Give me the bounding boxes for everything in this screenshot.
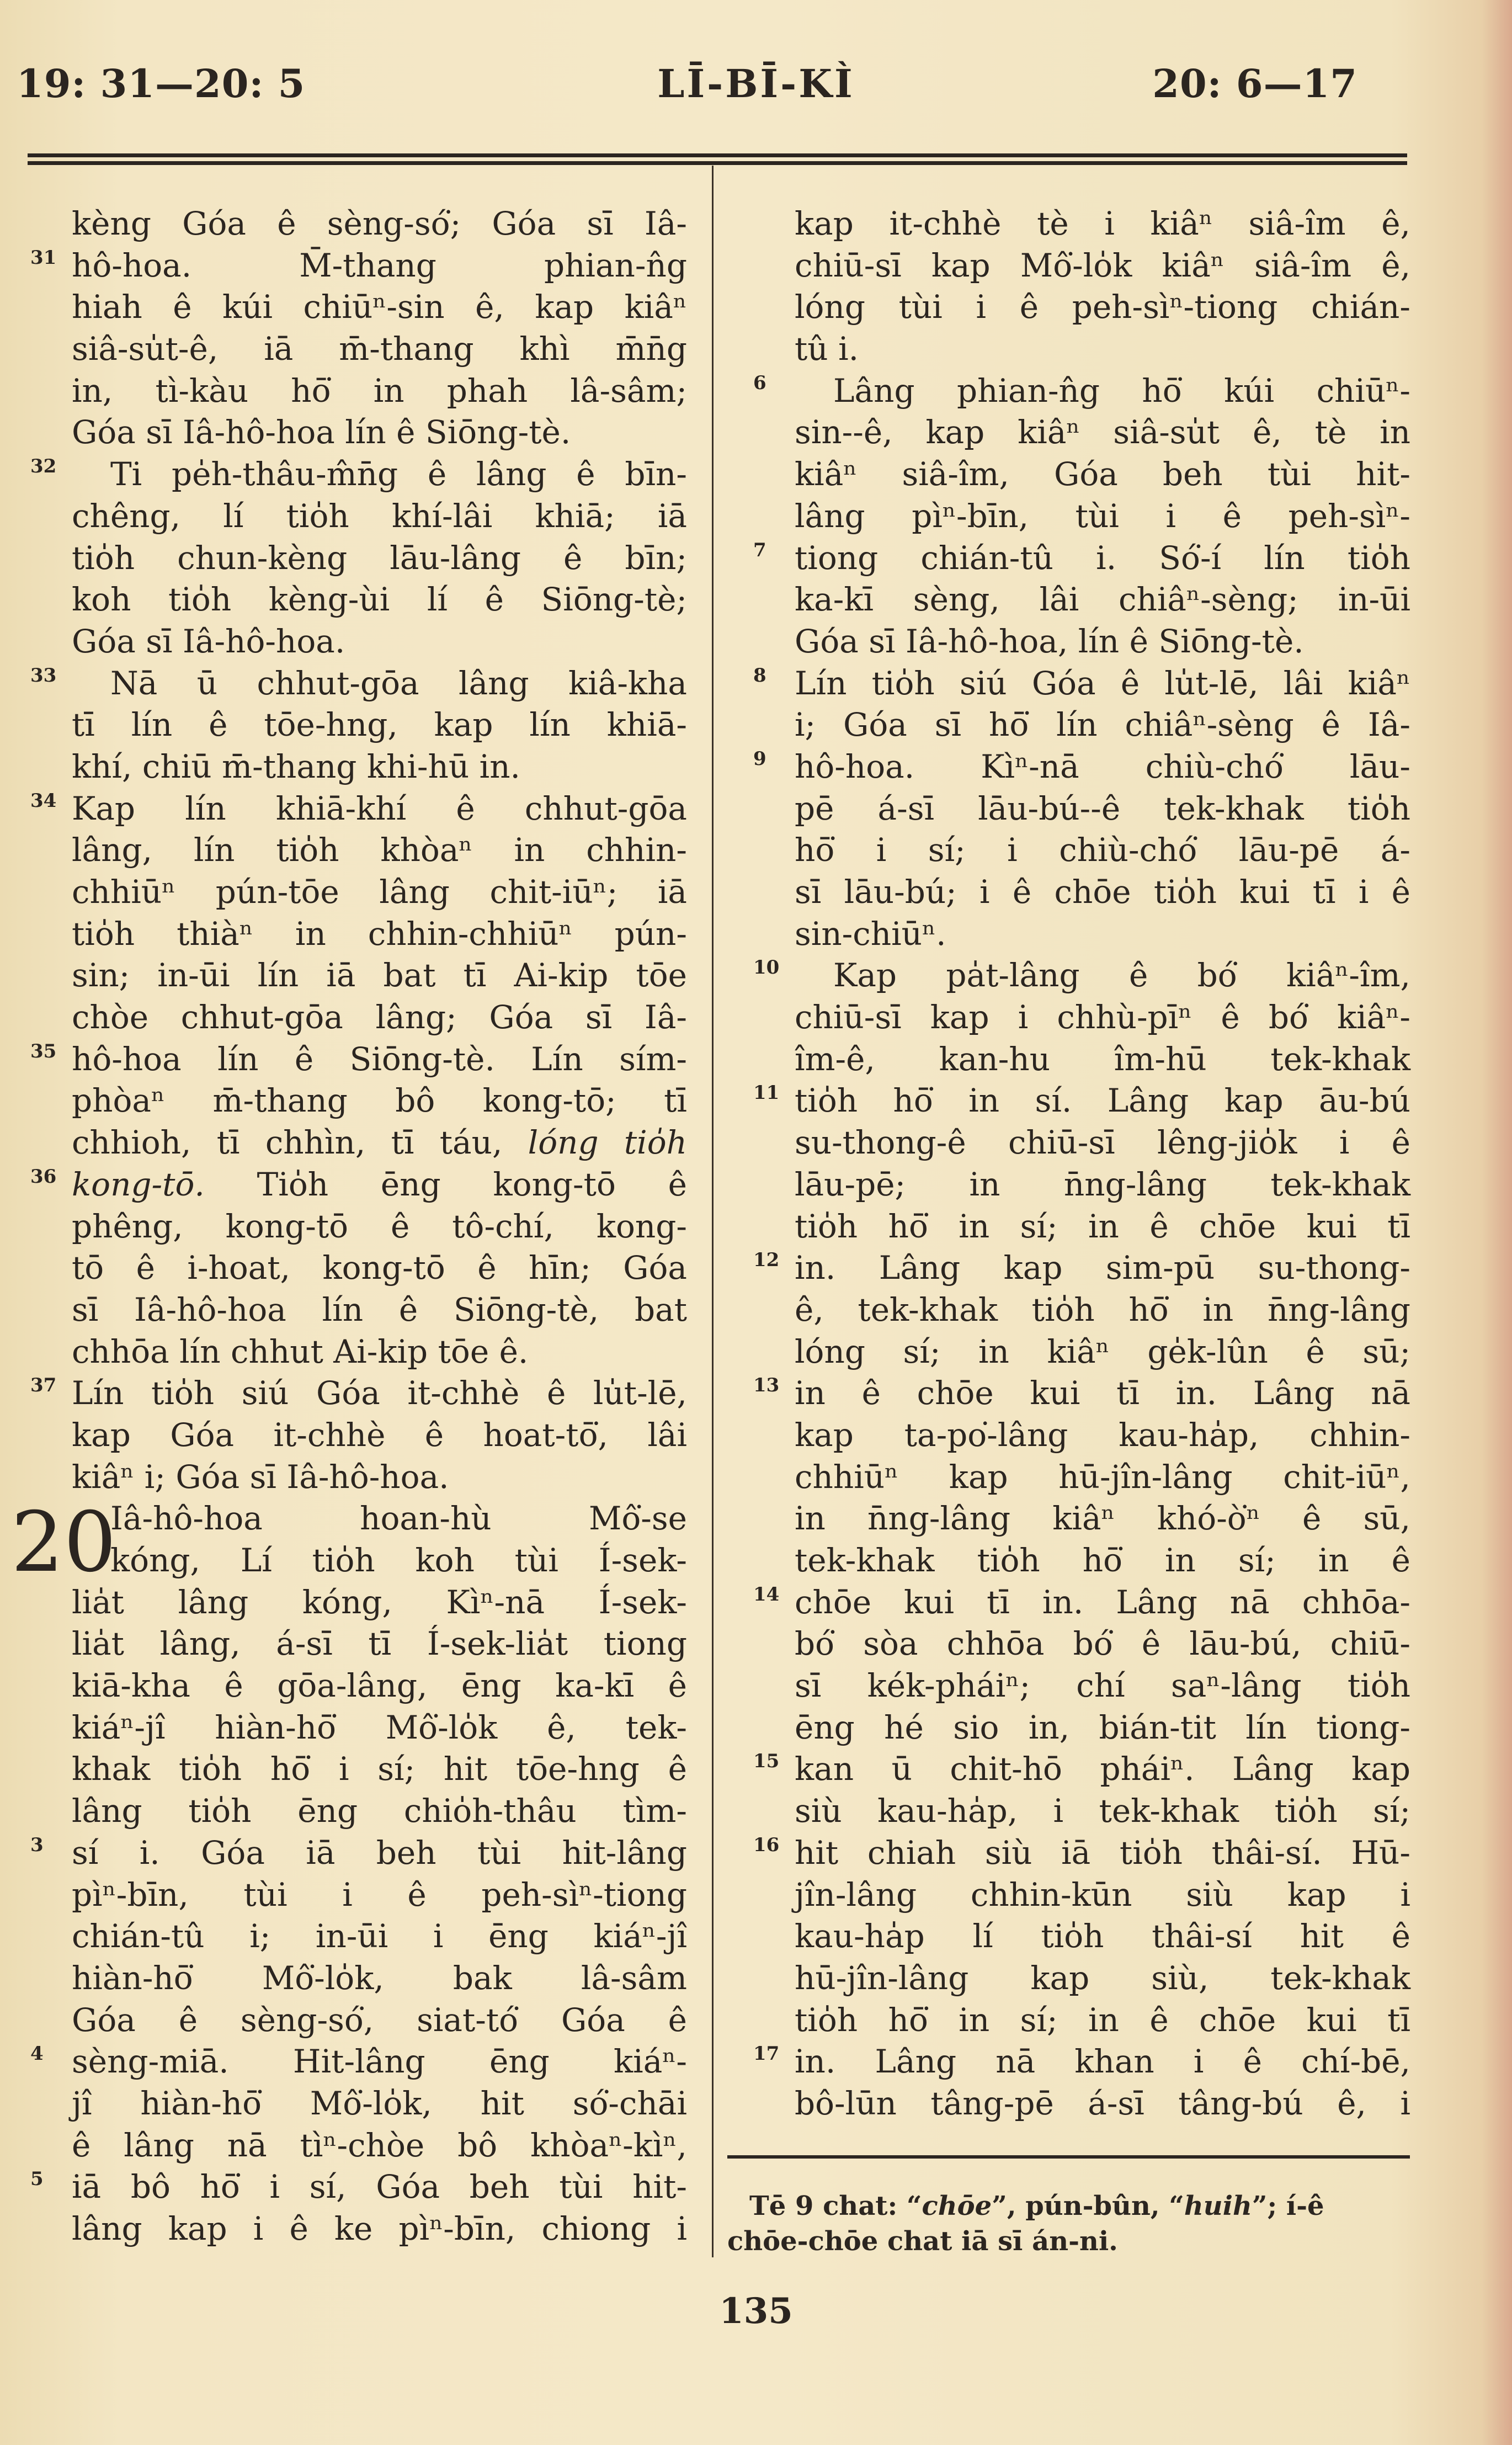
line-text: tû i. — [795, 330, 859, 368]
line-text: kap Góa it-chhè ê hoat-tō͘, lâi — [72, 1416, 687, 1454]
line-text: phòaⁿ m̄-thang bô kong-tō; tī — [72, 1082, 687, 1120]
line-text: chhiūⁿ pún-tōe lâng chit-iūⁿ; iā — [72, 873, 687, 911]
line-text: kiâⁿ i; Góa sī Iâ-hô-hoa. — [72, 1458, 449, 1496]
line-text: sin-chiūⁿ. — [795, 915, 946, 953]
text-line — [72, 997, 687, 1039]
text-line — [795, 997, 1410, 1039]
line-text: iā bô hō͘ i sí, Góa beh tùi hit- — [72, 2168, 687, 2206]
verse-number: 37 — [30, 1374, 57, 1397]
line-text: lâng, lín tio̍h khòaⁿ in chhin- — [72, 831, 687, 869]
text-line — [753, 1748, 1410, 1790]
text-line — [72, 412, 687, 454]
line-text: bó͘ sòa chhōa bó͘ ê lāu-bú, chiū- — [795, 1625, 1410, 1663]
line-text: phêng, kong-tō ê tô-chí, kong- — [72, 1207, 687, 1245]
line-text: hū-jîn-lâng kap siù, tek-khak — [795, 1959, 1410, 1997]
chapter-number: 20 — [11, 1495, 116, 1591]
line-text: siù kau-ha̍p, i tek-khak tio̍h sí; — [795, 1792, 1410, 1830]
line-text: sí i. Góa iā beh tùi hit-lâng — [72, 1833, 687, 1872]
line-text: ēng hé sio in, bián-tit lín tiong- — [795, 1708, 1410, 1746]
text-line — [72, 1665, 687, 1707]
text-line — [72, 1916, 687, 1958]
line-text: tio̍h hō͘ in sí; in ê chōe kui tī — [795, 1207, 1410, 1245]
line-text: chhiūⁿ kap hū-jîn-lâng chit-iūⁿ, — [795, 1458, 1410, 1496]
line-text: kan ū chit-hō pháiⁿ. Lâng kap — [795, 1750, 1410, 1788]
line-text: lâng kap i ê ke pìⁿ-bīn, chiong i — [72, 2210, 687, 2247]
line-text: Lín tio̍h siú Góa ê lu̍t-lē, lâi kiâⁿ — [795, 664, 1410, 702]
text-line — [72, 579, 687, 621]
text-line — [72, 1623, 687, 1665]
text-line — [72, 496, 687, 538]
line-text: lóng tùi i ê peh-sìⁿ-tiong chián- — [795, 288, 1410, 326]
line-text: kiáⁿ-jî hiàn-hō͘ Mô͘-lo̍k ê, tek- — [72, 1708, 687, 1746]
text-line — [72, 328, 687, 370]
line-text: chêng, lí tio̍h khí-lâi khiā; iā — [72, 497, 687, 535]
text-line — [795, 704, 1410, 746]
text-line — [795, 2000, 1410, 2042]
line-text: in n̄ng-lâng kiâⁿ khó-ò͘ⁿ ê sū, — [795, 1500, 1410, 1538]
text-line — [753, 370, 1410, 412]
verse-number: 17 — [753, 2043, 780, 2065]
text-line — [753, 746, 1410, 788]
header-rule-top — [28, 153, 1407, 157]
line-text: tō ê i-hoat, kong-tō ê hīn; Góa — [72, 1249, 687, 1287]
line-text: tio̍h chun-kèng lāu-lâng ê bīn; — [72, 539, 687, 577]
line-text: tī lín ê tōe-hng, kap lín khiā- — [72, 706, 687, 744]
text-line — [795, 2083, 1410, 2125]
text-line — [72, 2125, 687, 2167]
line-text: khí, chiū m̄-thang khi-hū in. — [72, 747, 520, 785]
footnote-italic-word: huih — [1184, 2191, 1252, 2221]
footnote-text: ”, pún-bûn, “ — [992, 2191, 1184, 2221]
text-line — [795, 286, 1410, 328]
text-line — [72, 1289, 687, 1331]
verse-number: 6 — [753, 371, 766, 394]
line-text: chhioh, tī chhìn, tī táu, — [72, 1124, 528, 1162]
text-line — [795, 1916, 1410, 1958]
line-text: i; Góa sī hō͘ lín chiâⁿ-sèng ê Iâ- — [795, 706, 1410, 744]
verse-number: 32 — [30, 455, 57, 478]
line-text: kèng Góa ê sèng-só͘; Góa sī Iâ- — [72, 205, 687, 242]
text-line — [753, 1373, 1410, 1415]
text-line — [795, 579, 1410, 621]
line-text: in ê chōe kui tī in. Lâng nā — [795, 1374, 1410, 1412]
text-line — [30, 1039, 687, 1081]
text-line — [72, 538, 687, 580]
verse-number: 12 — [753, 1249, 780, 1272]
text-line — [72, 1790, 687, 1832]
text-line — [72, 2208, 687, 2250]
line-text: kap ta-po͘-lâng kau-ha̍p, chhin- — [795, 1416, 1410, 1454]
text-line — [30, 2166, 687, 2208]
verse-number: 10 — [753, 956, 780, 979]
header-rule-bottom — [28, 161, 1407, 165]
line-text: Góa sī Iâ-hô-hoa. — [72, 622, 345, 660]
text-line — [753, 1247, 1410, 1289]
verse-number: 4 — [30, 2043, 44, 2065]
text-line — [72, 1080, 687, 1122]
text-line — [72, 704, 687, 746]
line-text: in. Lâng kap sim-pū su-thong- — [795, 1249, 1410, 1287]
line-text: in. Lâng nā khan i ê chí-bē, — [795, 2043, 1410, 2081]
text-line — [30, 1164, 687, 1206]
footnote-line: chōe-chōe chat iā sī án-ni. — [727, 2226, 1118, 2257]
line-text: ê lâng nā tìⁿ-chòe bô khòaⁿ-kìⁿ, — [72, 2126, 687, 2164]
verse-number: 3 — [30, 1833, 44, 1856]
line-text: sin; in-ūi lín iā bat tī Ai-kip tōe — [72, 956, 687, 995]
line-text: Góa sī Iâ-hô-hoa lín ê Siōng-tè. — [72, 413, 571, 451]
line-text: khak tio̍h hō͘ i sí; hit tōe-hng ê — [72, 1750, 687, 1788]
text-line — [795, 412, 1410, 454]
verse-number: 34 — [30, 789, 57, 812]
text-line — [795, 1457, 1410, 1498]
column-divider — [712, 166, 714, 2257]
line-text: Nā ū chhut-gōa lâng kiâ-kha — [110, 664, 687, 702]
text-line — [753, 955, 1410, 997]
line-text: Kap lín khiā-khí ê chhut-gōa — [72, 789, 687, 827]
text-line — [30, 2041, 687, 2083]
text-line — [72, 1331, 687, 1373]
verse-number: 7 — [753, 539, 766, 561]
line-text: Lín tio̍h siú Góa it-chhè ê lu̍t-lē, — [72, 1374, 687, 1412]
line-text: lâng pìⁿ-bīn, tùi i ê peh-sìⁿ- — [795, 497, 1410, 535]
text-line — [795, 621, 1410, 663]
text-line — [795, 1331, 1410, 1373]
footnote-rule — [727, 2155, 1410, 2159]
footnote-italic-word: chōe — [922, 2191, 992, 2221]
footnote-text: Tē 9 chat: “ — [749, 2191, 922, 2221]
line-text: sī Iâ-hô-hoa lín ê Siōng-tè, bat — [72, 1290, 687, 1328]
line-text: tiong chián-tû i. Só͘-í lín tio̍h — [795, 539, 1410, 577]
right-column — [753, 203, 1410, 2125]
text-line — [72, 871, 687, 913]
text-line — [72, 286, 687, 328]
text-line — [72, 1540, 687, 1582]
line-text: sin--ê, kap kiâⁿ siâ-su̍t ê, tè in — [795, 413, 1410, 451]
text-line — [795, 245, 1410, 287]
line-text: lia̍t lâng, á-sī tī Í-sek-lia̍t tiong — [72, 1625, 687, 1663]
text-line — [30, 1832, 687, 1874]
text-line — [30, 1373, 687, 1415]
line-text: chiū-sī kap i chhù-pīⁿ ê bó͘ kiâⁿ- — [795, 998, 1410, 1037]
left-column — [11, 203, 687, 2250]
line-text: chiū-sī kap Mô͘-lo̍k kiâⁿ siâ-îm ê, — [795, 246, 1410, 284]
line-text: Tio̍h ēng kong-tō ê — [204, 1165, 687, 1203]
verse-number: 9 — [753, 747, 766, 770]
verse-number: 8 — [753, 664, 766, 687]
line-text: Iâ-hô-hoa hoan-hù Mô͘-se — [110, 1500, 687, 1538]
line-text: tek-khak tio̍h hō͘ in sí; in ê — [795, 1542, 1410, 1579]
text-line — [795, 1164, 1410, 1206]
verse-number: 11 — [753, 1082, 780, 1104]
text-line — [753, 1582, 1410, 1624]
line-text: sī lāu-bú; i ê chōe tio̍h kui tī i ê — [795, 873, 1410, 911]
line-text: pìⁿ-bīn, tùi i ê peh-sìⁿ-tiong — [72, 1875, 687, 1914]
line-text: Góa sī Iâ-hô-hoa, lín ê Siōng-tè. — [795, 622, 1304, 660]
header-chapter-range-left: 19: 31—20: 5 — [17, 61, 306, 107]
text-line — [795, 1665, 1410, 1707]
line-text: koh tio̍h kèng-ùi lí ê Siōng-tè; — [72, 581, 687, 619]
verse-number: 33 — [30, 664, 57, 687]
text-line — [30, 663, 687, 705]
text-line — [30, 788, 687, 830]
text-line — [72, 913, 687, 955]
text-line — [72, 2083, 687, 2125]
text-line — [795, 1122, 1410, 1164]
text-line — [795, 1707, 1410, 1749]
text-line — [72, 370, 687, 412]
text-line — [795, 1540, 1410, 1582]
page-number: 135 — [719, 2290, 793, 2332]
text-line — [72, 1582, 687, 1624]
line-text: hō͘ i sí; i chiù-chó͘ lāu-pē á- — [795, 831, 1410, 869]
text-line — [30, 245, 687, 287]
line-text: tio̍h hō͘ in sí; in ê chōe kui tī — [795, 2001, 1410, 2039]
text-line — [72, 830, 687, 871]
line-text: sī kék-pháiⁿ; chí saⁿ-lâng tio̍h — [795, 1667, 1410, 1705]
text-line — [795, 203, 1410, 245]
line-text: tio̍h hō͘ in sí. Lâng kap āu-bú — [795, 1082, 1410, 1120]
text-line — [795, 328, 1410, 370]
line-text: Ti pe̍h-thâu-m̂n̄g ê lâng ê bīn- — [110, 455, 687, 493]
line-text: lâng tio̍h ēng chio̍h-thâu tìm- — [72, 1792, 687, 1830]
line-text: hiah ê kúi chiūⁿ-sin ê, kap kiâⁿ — [72, 288, 687, 326]
line-text: chōe kui tī in. Lâng nā chhōa- — [795, 1583, 1410, 1621]
line-text: ka-kī sèng, lâi chiâⁿ-sèng; in-ūi — [795, 581, 1410, 619]
line-text: kiā-kha ê gōa-lâng, ēng ka-kī ê — [72, 1667, 687, 1705]
text-line — [795, 1790, 1410, 1832]
verse-number: 35 — [30, 1040, 57, 1062]
text-line — [72, 955, 687, 997]
text-line — [753, 2041, 1410, 2083]
text-line — [72, 1707, 687, 1749]
text-line — [72, 1958, 687, 2000]
text-line — [753, 1080, 1410, 1122]
italic-text: kong-tō. — [72, 1165, 205, 1203]
line-text: Góa ê sèng-só͘, siat-tó͘ Góa ê — [72, 2001, 687, 2039]
text-line — [72, 1122, 687, 1164]
line-text: hô-hoa lín ê Siōng-tè. Lín sím- — [72, 1040, 687, 1078]
line-text: lāu-pē; in n̄ng-lâng tek-khak — [795, 1165, 1410, 1203]
line-text: ê, tek-khak tio̍h hō͘ in n̄ng-lâng — [795, 1290, 1410, 1328]
text-line — [795, 1874, 1410, 1916]
text-line — [795, 454, 1410, 496]
text-line — [30, 454, 687, 496]
text-line — [72, 1247, 687, 1289]
text-line — [72, 746, 687, 788]
footnote-text: ”; í-ê — [1252, 2191, 1324, 2221]
text-line — [795, 913, 1410, 955]
line-text: hit chiah siù iā tio̍h thâi-sí. Hū- — [795, 1833, 1410, 1872]
line-text: îm-ê, kan-hu îm-hū tek-khak — [795, 1040, 1410, 1078]
line-text: bô-lūn tâng-pē á-sī tâng-bú ê, i — [795, 2084, 1410, 2122]
text-line — [753, 538, 1410, 580]
line-text: in, tì-kàu hō͘ in phah lâ-sâm; — [72, 371, 687, 410]
line-text: tio̍h thiàⁿ in chhin-chhiūⁿ pún- — [72, 915, 687, 953]
line-text: lóng sí; in kiâⁿ ge̍k-lûn ê sū; — [795, 1332, 1410, 1370]
line-text: su-thong-ê chiū-sī lêng-jio̍k i ê — [795, 1124, 1410, 1162]
text-line — [795, 1206, 1410, 1248]
text-line — [795, 496, 1410, 538]
text-line — [795, 1039, 1410, 1081]
line-text: sèng-miā. Hit-lâng ēng kiáⁿ- — [72, 2043, 687, 2081]
verse-number: 31 — [30, 246, 57, 269]
italic-text: lóng tio̍h — [528, 1124, 687, 1162]
text-line — [795, 1289, 1410, 1331]
line-text: chhōa lín chhut Ai-kip tōe ê. — [72, 1332, 529, 1370]
line-text: kau-ha̍p lí tio̍h thâi-sí hit ê — [795, 1917, 1410, 1955]
line-text: siâ-su̍t-ê, iā m̄-thang khì m̄n̄g — [72, 330, 687, 368]
line-text: pē á-sī lāu-bú--ê tek-khak tio̍h — [795, 789, 1410, 827]
verse-number: 16 — [753, 1833, 780, 1856]
text-line — [72, 1415, 687, 1457]
text-line — [72, 2000, 687, 2042]
text-line — [72, 1874, 687, 1916]
footnote-line — [727, 2188, 1384, 2224]
text-line — [72, 203, 687, 245]
line-text: jîn-lâng chhin-kūn siù kap i — [795, 1875, 1410, 1914]
verse-number: 15 — [753, 1750, 780, 1773]
verse-number: 14 — [753, 1583, 780, 1606]
line-text: Lâng phian-n̂g hō͘ kúi chiūⁿ- — [833, 371, 1410, 410]
verse-number: 5 — [30, 2168, 44, 2191]
line-text: hiàn-hō͘ Mô͘-lo̍k, bak lâ-sâm — [72, 1959, 687, 1997]
text-line — [753, 663, 1410, 705]
text-line — [795, 1498, 1410, 1540]
header-chapter-range-right: 20: 6—17 — [1152, 61, 1357, 107]
line-text: chòe chhut-gōa lâng; Góa sī Iâ- — [72, 998, 687, 1037]
text-line — [795, 871, 1410, 913]
text-line — [795, 788, 1410, 830]
text-line — [795, 1415, 1410, 1457]
line-text: kóng, Lí tio̍h koh tùi Í-sek- — [110, 1542, 687, 1579]
line-text: hô-hoa. Kìⁿ-nā chiù-chó͘ lāu- — [795, 747, 1410, 785]
line-text: jî hiàn-hō͘ Mô͘-lo̍k, hit só͘-chāi — [72, 2084, 687, 2122]
text-line — [72, 1457, 687, 1498]
header-book-title: LĪ-BĪ-KÌ — [657, 61, 855, 107]
line-text: chián-tû i; in-ūi i ēng kiáⁿ-jî — [72, 1917, 687, 1955]
footnote — [727, 2188, 1384, 2259]
text-line — [72, 1206, 687, 1248]
line-text: lia̍t lâng kóng, Kìⁿ-nā Í-sek- — [72, 1583, 687, 1621]
verse-number: 13 — [753, 1374, 780, 1397]
line-text: kiâⁿ siâ-îm, Góa beh tùi hit- — [795, 455, 1410, 493]
line-text: kap it-chhè tè i kiâⁿ siâ-îm ê, — [795, 205, 1410, 242]
text-line — [795, 1623, 1410, 1665]
verse-number: 36 — [30, 1165, 57, 1188]
text-line — [753, 1832, 1410, 1874]
text-line — [72, 1748, 687, 1790]
line-text: Kap pa̍t-lâng ê bó͘ kiâⁿ-îm, — [833, 956, 1410, 995]
text-line — [72, 621, 687, 663]
text-line — [795, 1958, 1410, 2000]
line-text: hô-hoa. M̄-thang phian-n̂g — [72, 246, 687, 284]
text-line — [795, 830, 1410, 871]
